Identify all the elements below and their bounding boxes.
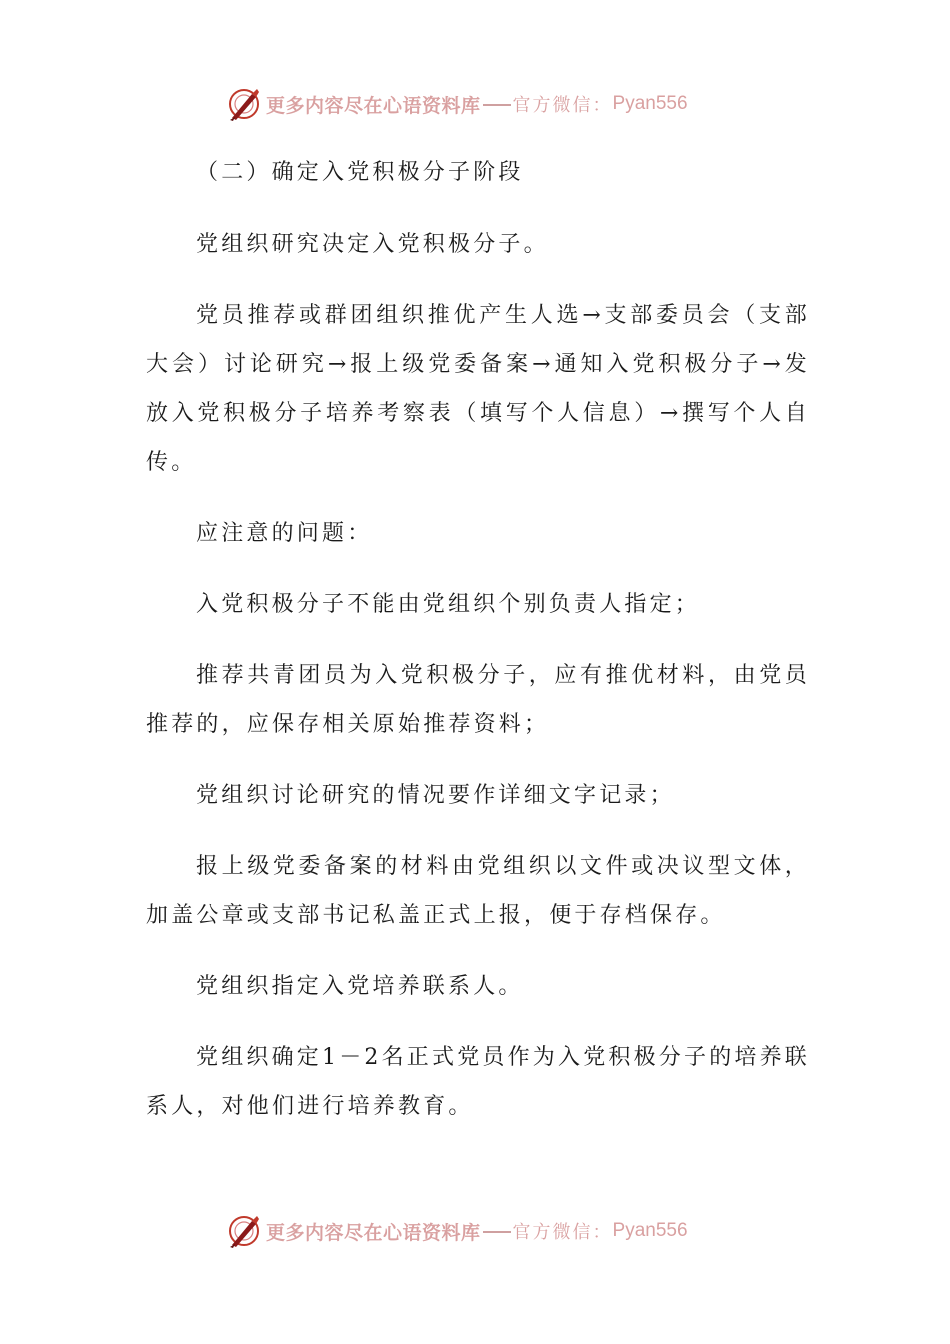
header-banner — [226, 84, 688, 124]
banner-wechat-handle: Pyan556 — [612, 93, 688, 114]
banner-wechat-label: 官方微信： — [512, 1222, 613, 1243]
banner-dash — [483, 104, 511, 106]
paragraph: 党组织讨论研究的情况要作详细文字记录； — [196, 783, 675, 808]
paragraph: 入党积极分子不能由党组织个别负责人指定； — [196, 592, 701, 617]
banner-dash — [483, 1231, 511, 1233]
banner-brand-text: 更多内容尽在心语资料库 — [266, 1221, 481, 1244]
document-body — [146, 148, 810, 1131]
paragraph: 应注意的问题： — [196, 521, 373, 546]
paragraph: 党组织研究决定入党积极分子。 — [196, 232, 549, 257]
pen-circle-logo-icon — [226, 86, 262, 122]
paragraph: 党组织指定入党培养联系人。 — [196, 974, 524, 999]
section-heading: （二）确定入党积极分子阶段 — [196, 160, 524, 185]
paragraph: 报上级党委备案的材料由党组织以文件或决议型文体，加盖公章或支部书记私盖正式上报，便于存档保存。 — [146, 854, 810, 928]
paragraph: 党员推荐或群团组织推优产生人选→支部委员会（支部大会）讨论研究→报上级党委备案→通知入党积极分子→发放入党积极分子培养考察表（填写个人信息）→撰写个人自传。 — [146, 303, 810, 475]
paragraph: 党组织确定1－2名正式党员作为入党积极分子的培养联系人，对他们进行培养教育。 — [146, 1045, 810, 1119]
banner-wechat-label: 官方微信： — [512, 95, 613, 116]
banner-brand-text: 更多内容尽在心语资料库 — [266, 94, 481, 117]
banner-wechat-handle: Pyan556 — [612, 1220, 688, 1241]
footer-banner — [226, 1211, 688, 1251]
paragraph: 推荐共青团员为入党积极分子，应有推优材料，由党员推荐的，应保存相关原始推荐资料； — [146, 663, 810, 737]
pen-circle-logo-icon — [226, 1213, 262, 1249]
